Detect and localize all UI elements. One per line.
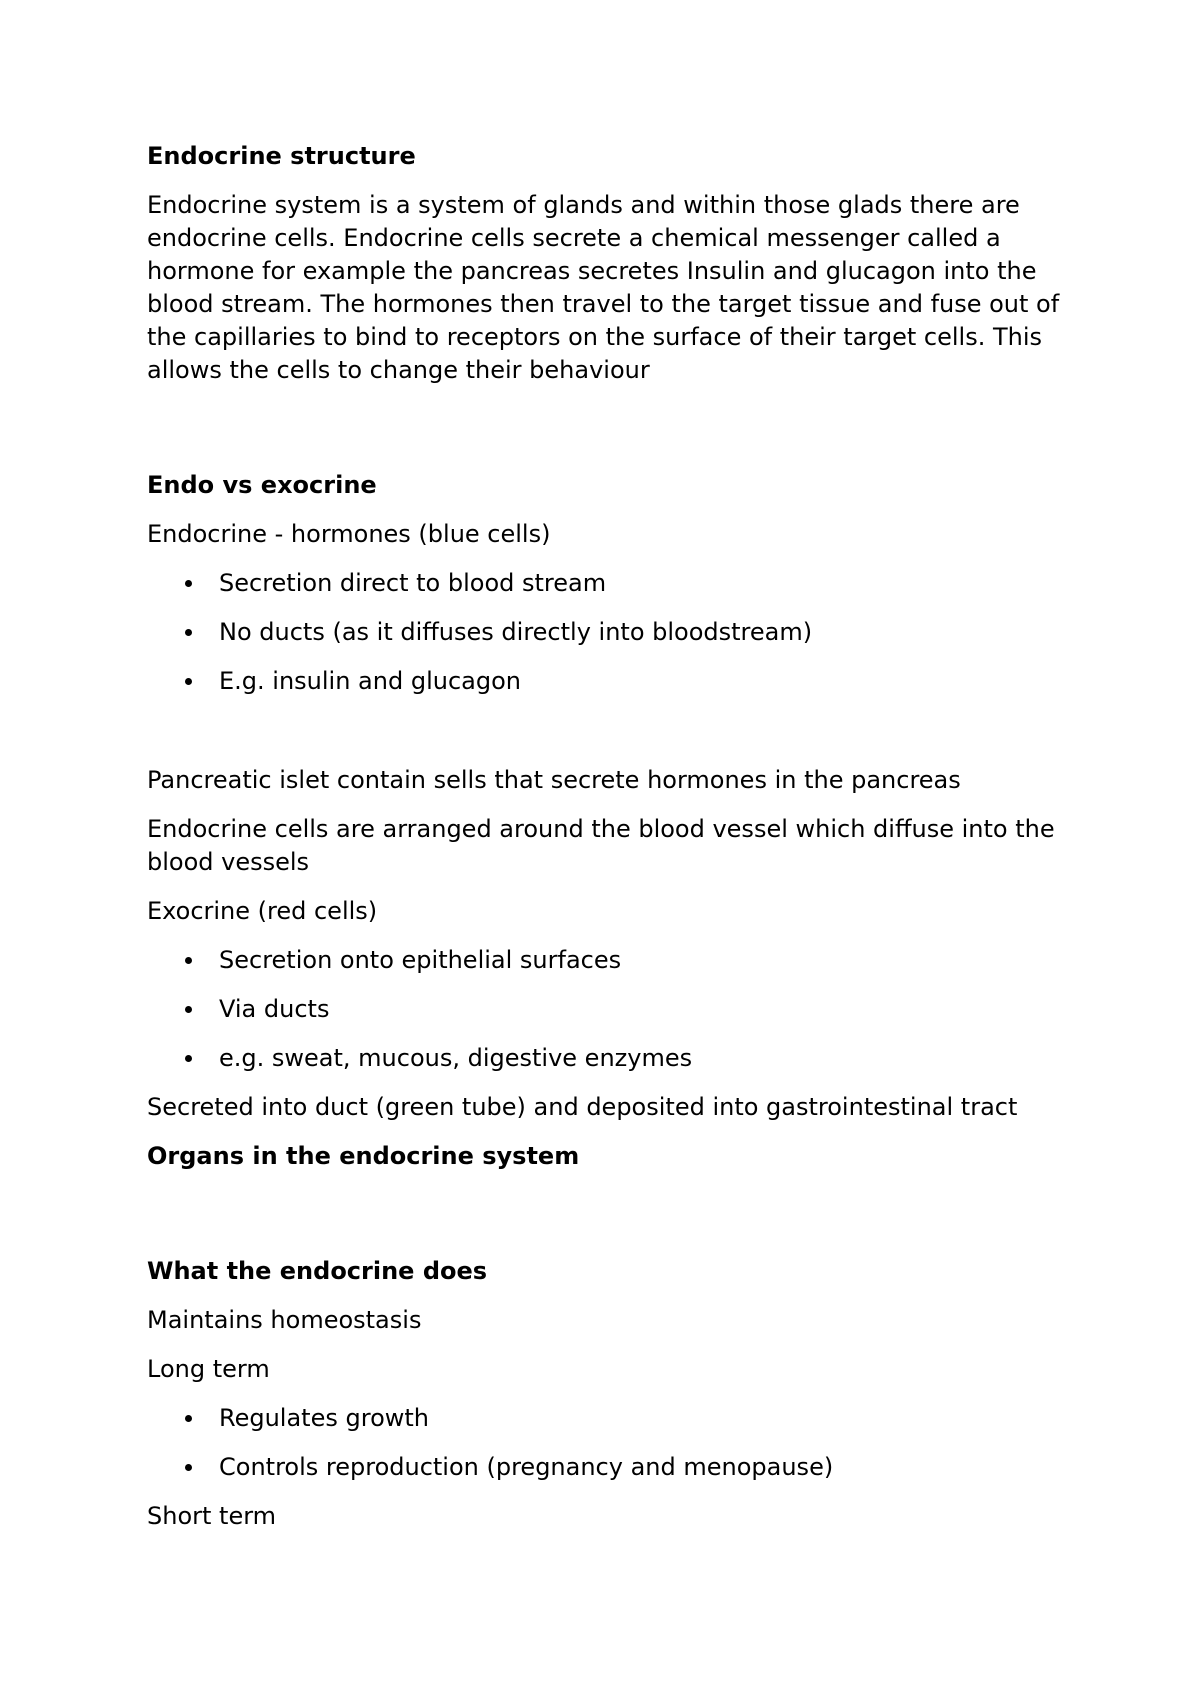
label-short-term: Short term — [147, 1502, 277, 1530]
list-item — [147, 1451, 1087, 1484]
paragraph-duct: Secreted into duct (green tube) and deposited into gastrointestinal tract — [147, 1093, 1018, 1121]
list-item-text: Secretion onto epithelial surfaces — [219, 946, 622, 974]
paragraph-homeostasis: Maintains homeostasis — [147, 1306, 422, 1334]
spacer — [147, 714, 1087, 764]
paragraph-cell-arrangement: Endocrine cells are arranged around the blood vessel which diffuse into the blood vessels — [147, 815, 1055, 876]
heading-organs: Organs in the endocrine system — [147, 1142, 580, 1170]
bullet-icon — [185, 1464, 192, 1471]
label-long-term: Long term — [147, 1355, 270, 1383]
bullet-icon — [185, 678, 192, 685]
list-item — [147, 993, 1087, 1026]
bullet-icon — [185, 1006, 192, 1013]
long-term-bullet-list — [147, 1402, 1087, 1484]
bullet-icon — [185, 1055, 192, 1062]
heading-endocrine-structure: Endocrine structure — [147, 142, 416, 170]
list-item-text: e.g. sweat, mucous, digestive enzymes — [219, 1044, 693, 1072]
heading-what-endocrine-does: What the endocrine does — [147, 1257, 488, 1285]
document-page — [147, 140, 1087, 1549]
list-item-text: Secretion direct to blood stream — [219, 569, 607, 597]
bullet-icon — [185, 629, 192, 636]
paragraph-pancreatic-islet: Pancreatic islet contain sells that secrete hormones in the pancreas — [147, 766, 961, 794]
spacer — [147, 403, 1087, 469]
list-item — [147, 944, 1087, 977]
list-item-text: No ducts (as it diffuses directly into bloodstream) — [219, 618, 813, 646]
exocrine-intro: Exocrine (red cells) — [147, 897, 378, 925]
list-item — [147, 616, 1087, 649]
exocrine-bullet-list — [147, 944, 1087, 1075]
endocrine-intro: Endocrine - hormones (blue cells) — [147, 520, 551, 548]
list-item — [147, 665, 1087, 698]
list-item-text: Regulates growth — [219, 1404, 429, 1432]
bullet-icon — [185, 957, 192, 964]
list-item — [147, 1402, 1087, 1435]
paragraph-endocrine-structure: Endocrine system is a system of glands and within those glads there are endocrine cells. Endocrine cells secrete a chemical messenger called a hormone for example the pancreas secretes Insulin and glucagon into the blood stream. The hormones then travel to the target tissue and fuse out of the capillaries to bind to receptors on the surface of their target cells. This allows the cells to change their behaviour — [147, 191, 1060, 384]
bullet-icon — [185, 580, 192, 587]
list-item-text: Via ducts — [219, 995, 330, 1023]
list-item — [147, 567, 1087, 600]
heading-endo-vs-exocrine: Endo vs exocrine — [147, 471, 377, 499]
list-item-text: Controls reproduction (pregnancy and menopause) — [219, 1453, 834, 1481]
list-item-text: E.g. insulin and glucagon — [219, 667, 521, 695]
list-item — [147, 1042, 1087, 1075]
bullet-icon — [185, 1415, 192, 1422]
endocrine-bullet-list — [147, 567, 1087, 698]
spacer — [147, 1189, 1087, 1255]
